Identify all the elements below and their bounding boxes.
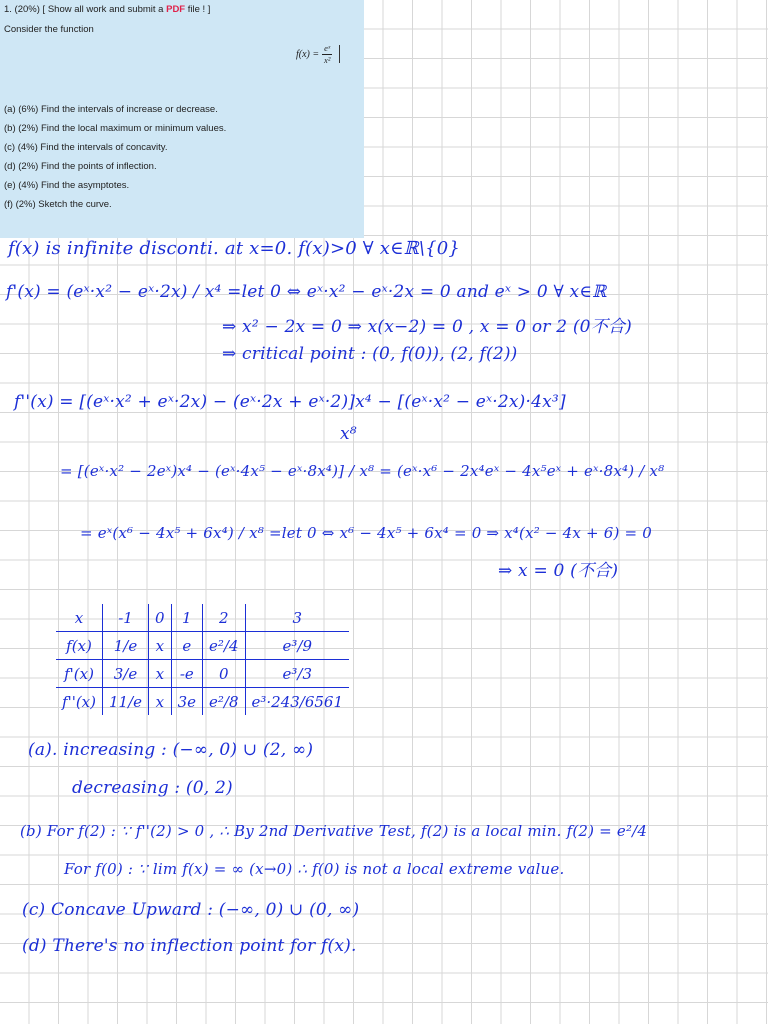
table-cell: x (149, 660, 172, 688)
part-a: (a) (6%) Find the intervals of increase or decrease. (4, 104, 218, 115)
table-cell: 11/e (103, 688, 149, 716)
problem-header (4, 4, 210, 15)
table-row (56, 688, 349, 716)
table-cell: e²/8 (203, 688, 246, 716)
table-row (56, 604, 349, 632)
answer-b-not-extreme: For f(0) : ∵ lim f(x) = ∞ (x→0) ∴ f(0) is not a local extreme value. (64, 860, 565, 878)
table-cell: x (56, 604, 103, 632)
table-cell: 1/e (103, 632, 149, 660)
answer-a-decreasing: decreasing : (0, 2) (72, 778, 233, 798)
problem-intro: Consider the function (4, 24, 94, 35)
table-cell: 3/e (103, 660, 149, 688)
table-cell: f(x) (56, 632, 103, 660)
answer-b-local-min: (b) For f(2) : ∵ f''(2) > 0 , ∴ By 2nd Derivative Test, f(2) is a local min. f(2) = e²/4 (20, 822, 648, 840)
function-fraction (322, 44, 332, 64)
table-cell: e³·243/6561 (245, 688, 349, 716)
table-cell: -1 (103, 604, 149, 632)
function-definition (296, 44, 340, 64)
work-line-discontinuity: f(x) is infinite disconti. at x=0. f(x)>0 ∀ x∈ℝ\{0} (8, 238, 461, 259)
header-suffix: file ! ] (185, 4, 211, 15)
function-denominator: x² (324, 54, 331, 65)
work-line-second-derivative: f''(x) = [(eˣ·x² + eˣ·2x) − (eˣ·2x + eˣ·2)]x⁴ − [(eˣ·x² − eˣ·2x)·4x³] (14, 392, 566, 412)
table-cell: 3e (171, 688, 202, 716)
table-cell: 1 (171, 604, 202, 632)
part-d: (d) (2%) Find the points of inflection. (4, 161, 157, 172)
pdf-highlight: PDF (166, 4, 186, 15)
table-cell: e²/4 (203, 632, 246, 660)
part-e: (e) (4%) Find the asymptotes. (4, 180, 130, 191)
value-table (56, 604, 349, 715)
part-c: (c) (4%) Find the intervals of concavity. (4, 142, 168, 153)
table-cell: e³/9 (245, 632, 349, 660)
answer-a-increasing: (a). increasing : (−∞, 0) ∪ (2, ∞) (28, 740, 314, 760)
work-line-solve: ⇒ x² − 2x = 0 ⇒ x(x−2) = 0 , x = 0 or 2 (0不合) (222, 317, 632, 337)
work-line-first-derivative: f'(x) = (eˣ·x² − eˣ·2x) / x⁴ =let 0 ⇔ eˣ·x² − eˣ·2x = 0 and eˣ > 0 ∀ x∈ℝ (6, 282, 607, 302)
problem-statement-panel (0, 0, 364, 238)
part-b: (b) (2%) Find the local maximum or minimum values. (4, 123, 227, 134)
table-cell: f'(x) (56, 660, 103, 688)
work-line-factor: = eˣ(x⁶ − 4x⁵ + 6x⁴) / x⁸ =let 0 ⇔ x⁶ − 4x⁵ + 6x⁴ = 0 ⇒ x⁴(x² − 4x + 6) = 0 (80, 524, 652, 542)
table-cell: 0 (149, 604, 172, 632)
work-line-critical-points: ⇒ critical point : (0, f(0)), (2, f(2)) (222, 344, 518, 364)
answer-d-inflection: (d) There's no inflection point for f(x). (22, 936, 357, 956)
table-cell: 3 (245, 604, 349, 632)
text-cursor (339, 45, 340, 63)
header-text: 1. (20%) [ Show all work and submit a (4, 4, 167, 15)
table-cell: x (149, 632, 172, 660)
work-line-simplify: = [(eˣ·x² − 2eˣ)x⁴ − (eˣ·4x⁵ − eˣ·8x⁴)] / x⁸ = (eˣ·x⁶ − 2x⁴eˣ − 4x⁵eˣ + eˣ·8x⁴) / x⁸ (60, 462, 665, 480)
work-line-reject: ⇒ x = 0 (不合) (498, 561, 619, 581)
table-row (56, 632, 349, 660)
table-cell: e (171, 632, 202, 660)
table-row (56, 660, 349, 688)
part-f: (f) (2%) Sketch the curve. (4, 199, 112, 210)
function-numerator: eˣ (324, 43, 331, 53)
table-cell: x (149, 688, 172, 716)
table-cell: f''(x) (62, 692, 96, 711)
answer-c-concavity: (c) Concave Upward : (−∞, 0) ∪ (0, ∞) (22, 900, 360, 920)
table-cell: -e (171, 660, 202, 688)
work-line-second-derivative-denominator: x⁸ (340, 424, 357, 444)
function-lhs: f(x) = (296, 48, 320, 60)
table-cell: 0 (203, 660, 246, 688)
table-cell: 2 (203, 604, 246, 632)
table-cell: e³/3 (245, 660, 349, 688)
